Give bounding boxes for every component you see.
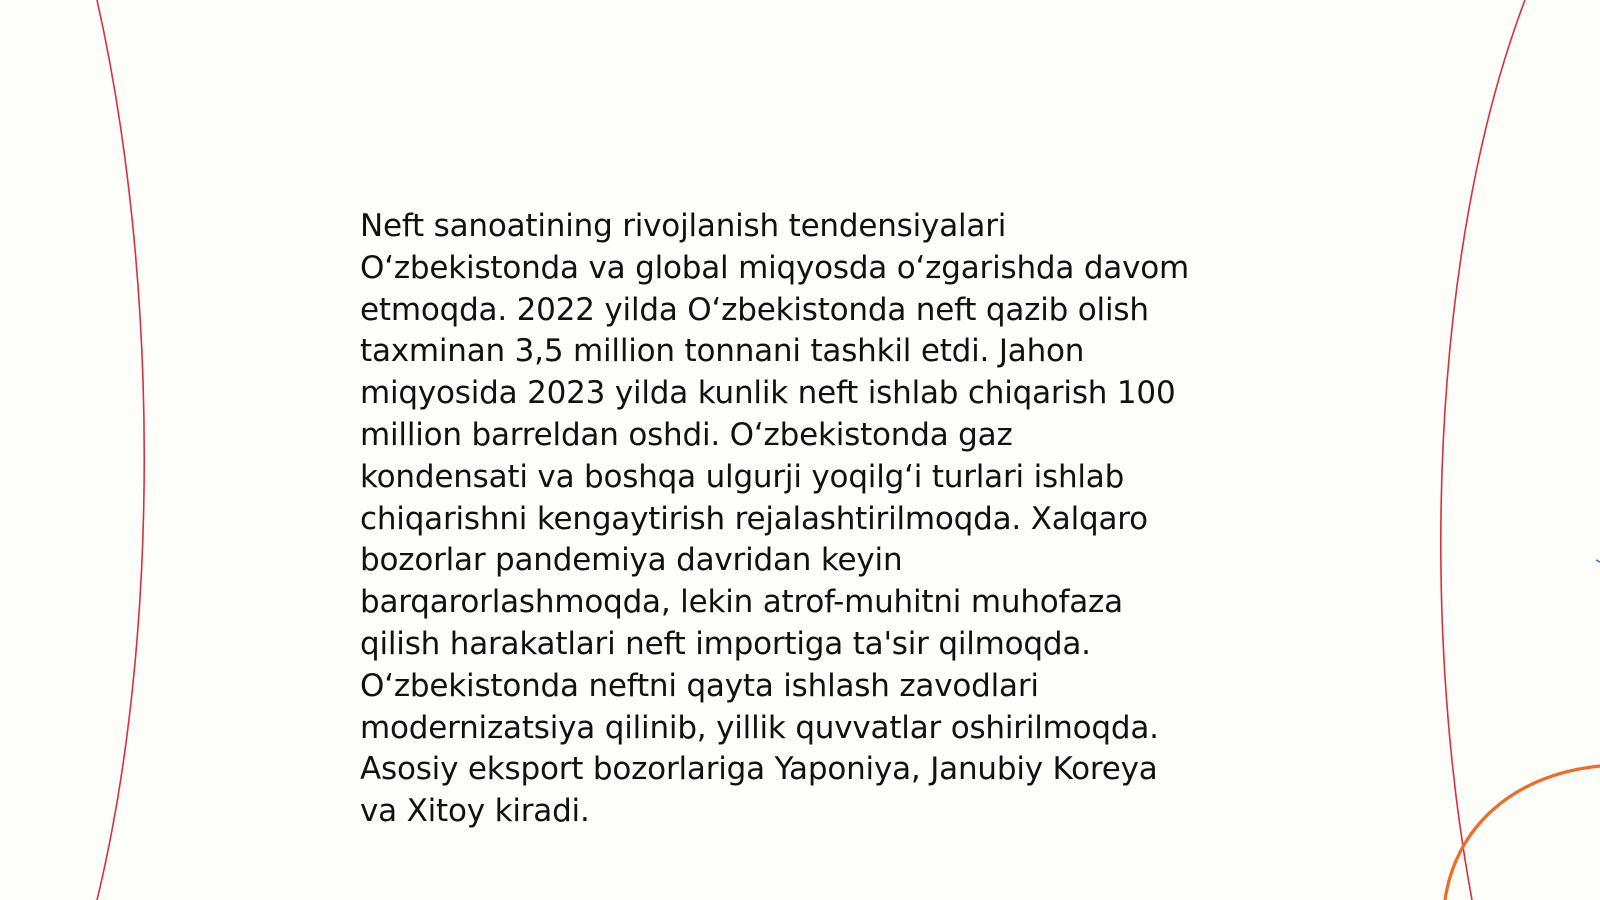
paragraph-line: Asosiy eksport bozorlariga Yaponiya, Janubiy Koreya	[360, 751, 1158, 788]
paragraph-line: kondensati va boshqa ulgurji yoqilg‘i turlari ishlab	[360, 458, 1125, 495]
blue-accent-mark	[1596, 560, 1600, 562]
paragraph-line: taxminan 3,5 million tonnani tashkil etdi. Jahon	[360, 333, 1085, 370]
right-red-curve	[1441, 0, 1525, 900]
paragraph-line: O‘zbekistonda va global miqyosda o‘zgarishda davom	[360, 249, 1189, 286]
orange-arc	[1445, 766, 1600, 900]
paragraph-line: million barreldan oshdi. O‘zbekistonda gaz	[360, 416, 1013, 453]
paragraph-line: miqyosida 2023 yilda kunlik neft ishlab chiqarish 100	[360, 375, 1176, 412]
paragraph-line: qilish harakatlari neft importiga ta'sir qilmoqda.	[360, 625, 1091, 662]
paragraph-line: bozorlar pandemiya davridan keyin	[360, 542, 903, 579]
paragraph-line: O‘zbekistonda neftni qayta ishlash zavodlari	[360, 667, 1039, 704]
paragraph-line: modernizatsiya qilinib, yillik quvvatlar oshirilmoqda.	[360, 709, 1159, 746]
paragraph-line: chiqarishni kengaytirish rejalashtirilmoqda. Xalqaro	[360, 500, 1148, 537]
paragraph-line: va Xitoy kiradi.	[360, 793, 590, 830]
body-paragraph	[360, 206, 1240, 833]
left-red-curve	[97, 0, 144, 900]
paragraph-line: etmoqda. 2022 yilda O‘zbekistonda neft qazib olish	[360, 291, 1149, 328]
paragraph-line: Neft sanoatining rivojlanish tendensiyalari	[360, 208, 1007, 244]
paragraph-line: barqarorlashmoqda, lekin atrof-muhitni muhofaza	[360, 584, 1123, 621]
